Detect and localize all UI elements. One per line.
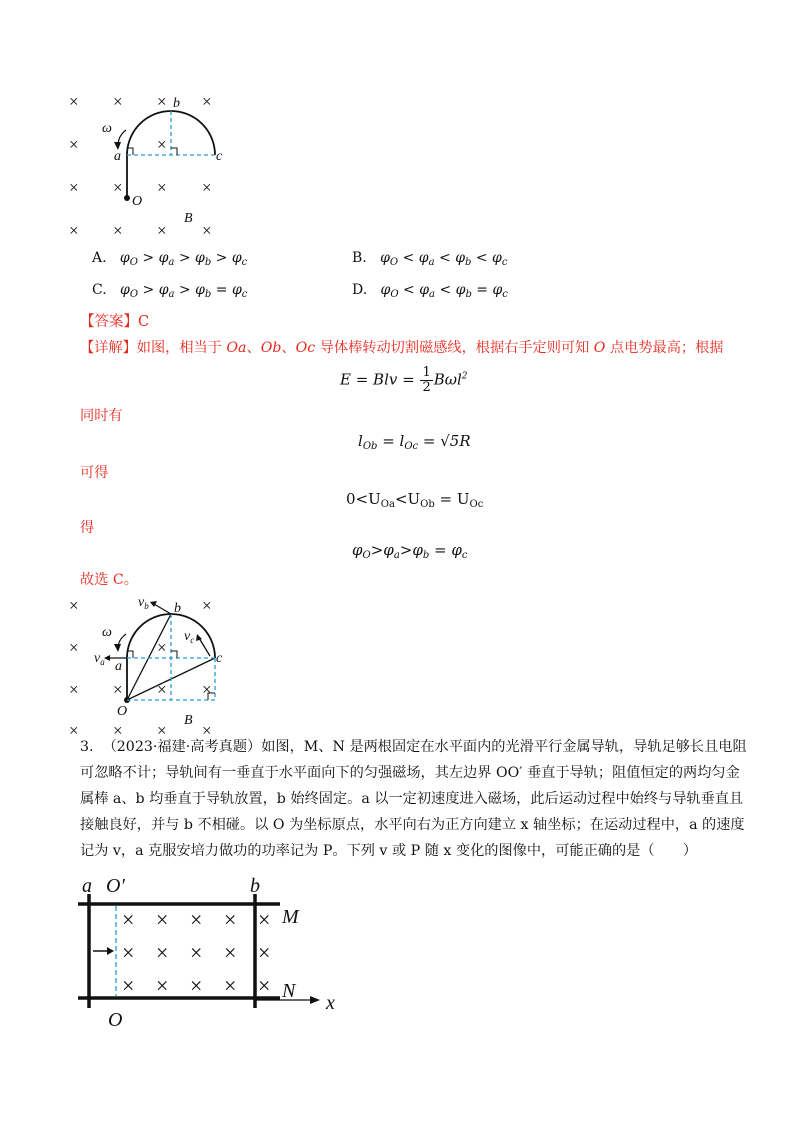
cross-mark: ×	[122, 940, 135, 965]
cross-mark: ×	[157, 638, 167, 657]
cross-mark: ×	[202, 721, 212, 740]
eq-lhs: E = Blv =	[340, 370, 420, 389]
question-3-line-3: 属棒 a、b 均垂直于导轨放置，b 始终固定。a 以一定初速度进入磁场，此后运动过程中始终与导轨垂直且	[80, 791, 744, 807]
answer-label: 【答案】	[80, 314, 138, 330]
cross-mark: ×	[258, 907, 271, 932]
label-va: $v_a$	[94, 651, 105, 667]
equation-lengths: $l_{Ob} = l_{Oc} = √5R$	[358, 432, 471, 452]
option-B[interactable]	[352, 250, 507, 268]
pivot-O	[124, 195, 130, 201]
question-number: 3.	[80, 739, 94, 755]
equation-potentials: $\varphi_O>\varphi_a>\varphi_b = \varphi_c$	[352, 541, 468, 561]
label-b: b	[173, 96, 180, 111]
cross-mark: ×	[157, 178, 167, 197]
right-angle-center	[171, 651, 177, 658]
label-O: O	[108, 1009, 123, 1030]
label-O: O	[132, 194, 143, 209]
cross-mark: ×	[69, 221, 79, 238]
figure-3-rail-diagram	[70, 872, 360, 1030]
rod-Oa: Oa	[226, 340, 247, 356]
label-omega: ω	[102, 625, 112, 640]
question-3-line-4: 接触良好，并与 b 不相碰。以 O 为坐标原点，水平向右为正方向建立 x 轴坐标；在运动过程中，a 的速度	[80, 817, 745, 833]
velocity-b-arrow	[154, 604, 171, 614]
label-Oprime: O′	[106, 875, 125, 897]
cross-mark: ×	[224, 907, 237, 932]
cross-mark: ×	[258, 973, 271, 998]
equation-voltages: $0<U_{Oa}<U_{Ob} = U_{Oc}$	[346, 490, 484, 510]
detail-text: 如图，相当于	[136, 340, 227, 356]
label-B: B	[184, 713, 193, 728]
label-B: B	[184, 211, 193, 226]
option-A[interactable]	[92, 250, 247, 268]
velocity-c-arrow	[199, 638, 210, 656]
cross-mark: ×	[202, 680, 212, 699]
cross-mark: ×	[113, 221, 123, 238]
cross-mark: ×	[69, 680, 79, 699]
initial-velocity-head	[107, 947, 114, 955]
cross-mark: ×	[190, 940, 203, 965]
x-axis-head	[310, 996, 320, 1004]
cross-mark: ×	[69, 135, 79, 154]
detail-text: 点电势最高；根据	[605, 340, 724, 356]
sep: 、	[281, 340, 296, 356]
question-3	[80, 734, 747, 864]
cross-mark: ×	[113, 178, 123, 197]
option-letter: C.	[92, 282, 107, 298]
cross-mark: ×	[69, 596, 79, 615]
cross-mark: ×	[156, 907, 169, 932]
label-N: N	[282, 980, 296, 1002]
cross-mark: ×	[156, 940, 169, 965]
label-x: x	[326, 992, 335, 1014]
cross-mark: ×	[69, 92, 79, 111]
cross-mark: ×	[258, 940, 271, 965]
answer-value: C	[138, 314, 150, 330]
detail-label: 【详解】	[80, 340, 137, 356]
label-vc: $v_c$	[184, 629, 195, 645]
question-3-line-5: 记为 v，a 克服安培力做功的功率记为 P。下列 v 或 P 随 x 变化的图像中，可能正确的是（ ）	[80, 843, 698, 859]
option-expression: $\varphi_O > \varphi_a > \varphi_b > \varphi_c$	[119, 250, 248, 268]
question-3-line-1	[80, 734, 747, 760]
rod-Ob: Ob	[260, 340, 282, 356]
conclusion-text: 故选 C。	[80, 572, 138, 588]
label-vb: $v_b$	[138, 595, 149, 611]
fraction-half: $\frac{1}{2}$	[422, 365, 431, 395]
eq-sup: 2	[461, 371, 468, 382]
question-text: 如图，M、N 是两根固定在水平面内的光滑平行金属导轨，导轨足够长且电阻	[261, 739, 747, 755]
cross-mark: ×	[157, 721, 167, 740]
cross-mark: ×	[224, 973, 237, 998]
label-O: O	[117, 704, 128, 719]
cross-mark: ×	[157, 221, 167, 238]
cross-mark: ×	[113, 721, 123, 740]
option-D[interactable]	[352, 282, 508, 300]
cross-mark: ×	[122, 973, 135, 998]
sep: 、	[246, 340, 261, 356]
label-a: a	[115, 659, 122, 674]
equation-emf	[340, 366, 468, 395]
text-kede: 可得	[80, 465, 109, 481]
detail-line	[80, 338, 723, 358]
label-a: a	[114, 149, 121, 164]
figure-2-diagram	[60, 592, 250, 740]
option-expression: $\varphi_O < \varphi_a < \varphi_b = \varphi_c$	[380, 282, 508, 300]
option-letter: A.	[92, 250, 107, 266]
velocity-a-head	[104, 655, 110, 661]
label-omega: ω	[102, 121, 112, 136]
velocity-b-head	[150, 601, 157, 607]
label-b: b	[174, 601, 181, 616]
eq-rhs: Bωl	[433, 370, 462, 389]
option-letter: D.	[352, 282, 368, 298]
cross-mark: ×	[202, 178, 212, 197]
cross-mark: ×	[156, 973, 169, 998]
velocity-c-head	[196, 634, 202, 641]
label-c: c	[216, 149, 223, 164]
cross-mark: ×	[157, 92, 167, 111]
question-3-line-2: 可忽略不计；导轨间有一垂直于水平面向下的匀强磁场，其左边界 OO′ 垂直于导轨；阻值恒定的两均匀金	[80, 765, 740, 781]
label-a: a	[82, 875, 92, 897]
cross-mark: ×	[190, 973, 203, 998]
cross-mark: ×	[122, 907, 135, 932]
detail-text: 导体棒转动切割磁感线，根据右手定则可知	[315, 340, 594, 356]
answer-line	[80, 312, 149, 332]
figure-1-diagram	[60, 88, 250, 238]
option-letter: B.	[352, 250, 367, 266]
cross-mark: ×	[202, 92, 212, 111]
cross-mark: ×	[157, 135, 167, 154]
rod-Oc: Oc	[295, 340, 316, 356]
option-expression: $\varphi_O > \varphi_a > \varphi_b = \varphi_c$	[120, 282, 248, 300]
cross-mark: ×	[113, 680, 123, 699]
point-O: O	[593, 340, 606, 356]
cross-mark: ×	[69, 721, 79, 740]
text-tongshi: 同时有	[80, 408, 123, 424]
cross-mark: ×	[202, 596, 212, 615]
cross-mark: ×	[224, 940, 237, 965]
text-de: 得	[80, 520, 95, 536]
label-c: c	[216, 651, 223, 666]
omega-arrowhead	[114, 644, 121, 652]
right-angle-center	[171, 148, 177, 155]
question-source: （2023·福建·高考真题）	[102, 739, 262, 755]
cross-mark: ×	[69, 178, 79, 197]
cross-mark: ×	[202, 221, 212, 238]
label-M: M	[282, 906, 299, 928]
cross-mark: ×	[190, 907, 203, 932]
cross-mark: ×	[157, 680, 167, 699]
option-C[interactable]	[92, 282, 247, 300]
cross-mark: ×	[69, 638, 79, 657]
option-expression: $\varphi_O < \varphi_a < \varphi_b < \varphi_c$	[380, 250, 508, 268]
label-b: b	[250, 875, 260, 897]
cross-mark: ×	[113, 92, 123, 111]
